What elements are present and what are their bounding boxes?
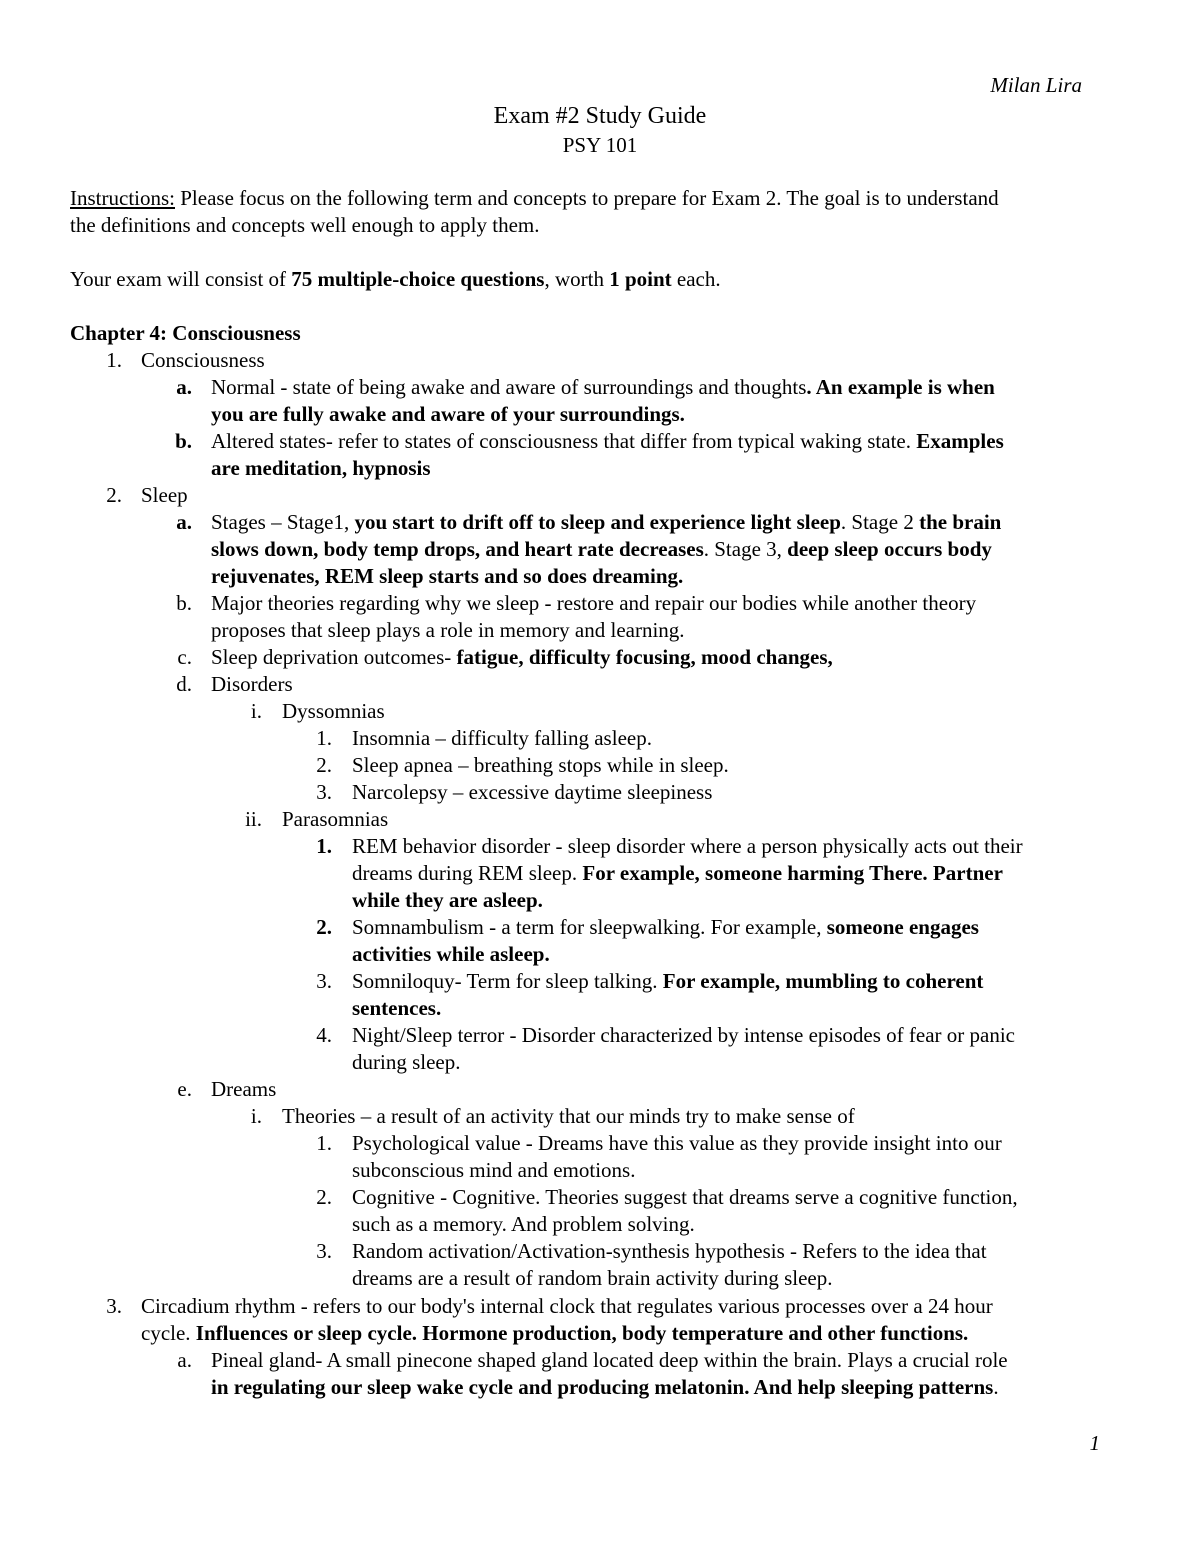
list-item-emphasis: Examples bbox=[916, 429, 1004, 453]
list-item-text: Sleep apnea – breathing stops while in sleep. bbox=[352, 753, 729, 777]
list-item-emphasis: For example, someone harming There. Partner bbox=[582, 861, 1003, 885]
list-item-text: Dyssomnias bbox=[282, 699, 385, 723]
list-marker: 1. bbox=[316, 834, 332, 858]
list-item-emphasis: For example, mumbling to coherent bbox=[662, 969, 984, 993]
list-item-emphasis: . An example is when bbox=[806, 375, 995, 399]
list-item-text: . bbox=[993, 1375, 999, 1399]
list-marker: b. bbox=[176, 591, 192, 615]
list-item-emphasis: slows down, body temp drops, and heart rate decreases bbox=[211, 537, 704, 561]
list-item-emphasis: in regulating our sleep wake cycle and producing melatonin. And help sleeping patterns bbox=[211, 1375, 994, 1399]
list-item-text: Parasomnias bbox=[282, 807, 389, 831]
chapter-heading: Chapter 4: Consciousness bbox=[70, 321, 301, 345]
list-item-text: Insomnia – difficulty falling asleep. bbox=[352, 726, 652, 750]
list-marker: 2. bbox=[106, 483, 122, 507]
list-marker: c. bbox=[177, 645, 192, 669]
list-marker: i. bbox=[250, 699, 262, 723]
exam-info-text: each. bbox=[671, 267, 721, 291]
list-marker: ii. bbox=[245, 807, 262, 831]
instructions-paragraph bbox=[70, 185, 1120, 239]
list-item-emphasis: Influences or sleep cycle. Hormone production, body temperature and other functions. bbox=[195, 1321, 969, 1345]
list-marker: b. bbox=[175, 429, 192, 453]
list-item-text: Dreams bbox=[211, 1077, 277, 1101]
list-marker: a. bbox=[177, 1348, 192, 1372]
list-item-emphasis: fatigue, difficulty focusing, mood changes, bbox=[456, 645, 833, 669]
exam-info-text: Your exam will consist of bbox=[70, 267, 292, 291]
list-item-text: dreams during REM sleep. bbox=[352, 861, 583, 885]
instructions-text-2: the definitions and concepts well enough to apply them. bbox=[70, 213, 540, 238]
list-item-text: . Stage 3, bbox=[703, 537, 788, 561]
list-item-text: Stages – Stage1, bbox=[211, 510, 355, 534]
instructions-text-1: Please focus on the following term and concepts to prepare for Exam 2. The goal is to understand bbox=[175, 186, 999, 210]
list-item-text: Consciousness bbox=[141, 348, 265, 372]
list-marker: 3. bbox=[316, 780, 332, 804]
list-item-text: Night/Sleep terror - Disorder characterized by intense episodes of fear or panic bbox=[352, 1023, 1015, 1047]
list-item-text: during sleep. bbox=[352, 1050, 461, 1074]
list-item-text: Theories – a result of an activity that our minds try to make sense of bbox=[282, 1104, 855, 1128]
list-item-text: Sleep bbox=[141, 483, 188, 507]
list-item-text: Random activation/Activation-synthesis hypothesis - Refers to the idea that bbox=[352, 1239, 987, 1263]
document-title: Exam #2 Study Guide bbox=[493, 103, 707, 129]
list-item-text: Psychological value - Dreams have this value as they provide insight into our bbox=[352, 1131, 1002, 1155]
list-item-emphasis: deep sleep occurs body bbox=[787, 537, 992, 561]
list-item-text: such as a memory. And problem solving. bbox=[352, 1212, 695, 1236]
page-number: 1 bbox=[1089, 1431, 1100, 1455]
list-item-emphasis: are meditation, hypnosis bbox=[211, 456, 431, 480]
list-item-emphasis: activities while asleep. bbox=[352, 942, 550, 966]
course-code: PSY 101 bbox=[562, 133, 638, 157]
author-name: Milan Lira bbox=[990, 73, 1082, 97]
exam-question-count: 75 multiple-choice questions bbox=[291, 267, 545, 291]
list-marker: 3. bbox=[316, 1239, 332, 1263]
list-item-text: REM behavior disorder - sleep disorder where a person physically acts out their bbox=[352, 834, 1023, 858]
list-item-emphasis: sentences. bbox=[352, 996, 442, 1020]
exam-info-paragraph bbox=[70, 266, 1120, 293]
list-marker: d. bbox=[176, 672, 192, 696]
list-item-text: Somniloquy- Term for sleep talking. bbox=[352, 969, 663, 993]
list-item-text: subconscious mind and emotions. bbox=[352, 1158, 636, 1182]
list-marker: 2. bbox=[316, 1185, 332, 1209]
list-item-text: Normal - state of being awake and aware of surroundings and thoughts bbox=[211, 375, 807, 399]
list-item-text: . Stage 2 bbox=[840, 510, 920, 534]
list-item-text: Somnambulism - a term for sleepwalking. For example, bbox=[352, 915, 827, 939]
list-item-emphasis: you are fully awake and aware of your surroundings. bbox=[211, 402, 685, 426]
list-item-text: Narcolepsy – excessive daytime sleepiness bbox=[352, 780, 713, 804]
list-item-text: Disorders bbox=[211, 672, 293, 696]
list-item-text: Pineal gland- A small pinecone shaped gland located deep within the brain. Plays a crucial role bbox=[211, 1348, 1008, 1372]
list-marker: 1. bbox=[316, 726, 332, 750]
list-item-emphasis: someone engages bbox=[826, 915, 979, 939]
list-marker: 2. bbox=[316, 753, 332, 777]
exam-info-text: , worth bbox=[544, 267, 610, 291]
instructions-label: Instructions: bbox=[70, 186, 175, 210]
list-marker: i. bbox=[250, 1104, 262, 1128]
list-marker: e. bbox=[177, 1077, 192, 1101]
list-marker: a. bbox=[176, 510, 192, 534]
list-item-text: Altered states- refer to states of consciousness that differ from typical waking state. bbox=[211, 429, 917, 453]
list-marker: 3. bbox=[106, 1294, 122, 1318]
list-item-text: proposes that sleep plays a role in memory and learning. bbox=[211, 618, 685, 642]
list-marker: 3. bbox=[316, 969, 332, 993]
list-item-text: Major theories regarding why we sleep - restore and repair our bodies while another theory bbox=[211, 591, 977, 615]
list-item-text: Cognitive - Cognitive. Theories suggest that dreams serve a cognitive function, bbox=[352, 1185, 1018, 1209]
list-item-text: Sleep deprivation outcomes- bbox=[211, 645, 457, 669]
list-item-text: Circadium rhythm - refers to our body's internal clock that regulates various processes over a 24 hour bbox=[141, 1294, 993, 1318]
exam-point-value: 1 point bbox=[609, 267, 672, 291]
list-marker: 2. bbox=[316, 915, 332, 939]
list-item-text: dreams are a result of random brain activity during sleep. bbox=[352, 1266, 833, 1290]
list-item-emphasis: rejuvenates, REM sleep starts and so does dreaming. bbox=[211, 564, 684, 588]
list-marker: 1. bbox=[106, 348, 122, 372]
list-item-emphasis: while they are asleep. bbox=[352, 888, 543, 912]
list-item-text: cycle. bbox=[141, 1321, 196, 1345]
list-marker: 4. bbox=[316, 1023, 332, 1047]
list-item-emphasis: you start to drift off to sleep and experience light sleep bbox=[354, 510, 841, 534]
list-item-emphasis: the brain bbox=[919, 510, 1002, 534]
list-marker: a. bbox=[176, 375, 192, 399]
list-marker: 1. bbox=[316, 1131, 332, 1155]
